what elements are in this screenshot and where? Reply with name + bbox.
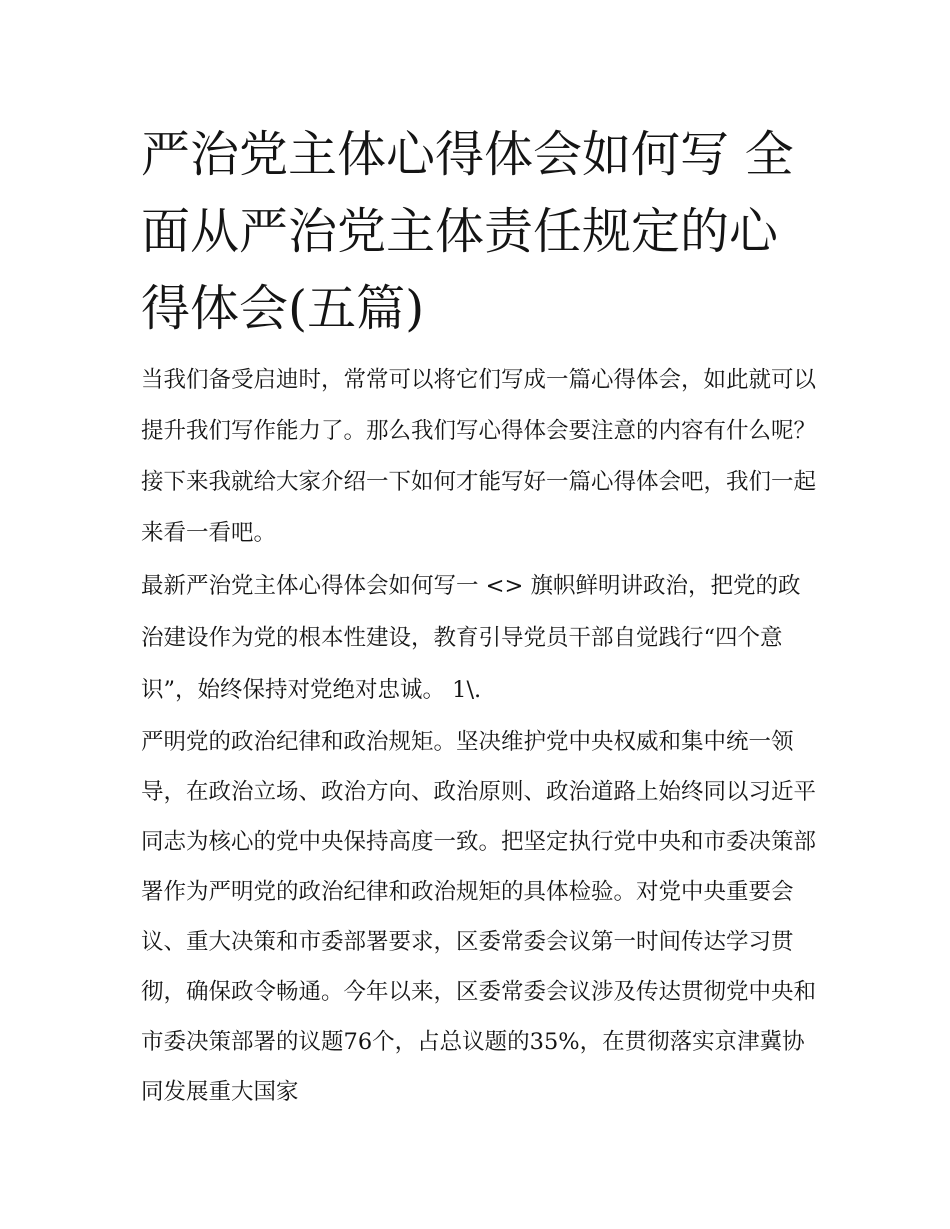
document-title: 严治党主体心得体会如何写 全面从严治党主体责任规定的心得体会(五篇) [141,126,794,337]
paragraph-section-one: 最新严治党主体心得体会如何写一 <> 旗帜鲜明讲政治，把党的政治建设作为党的根本性建设，教育引导党员干部自觉践行“四个意识”，始终保持对党绝对忠诚。 1\. [141,573,801,703]
paragraph-intro: 当我们备受启迪时，常常可以将它们写成一篇心得体会，如此就可以提升我们写作能力了。那么我们写心得体会要注意的内容有什么呢？接下来我就给大家介绍一下如何才能写好一篇心得体会吧，我们一起来看一看吧。 [141,367,817,546]
document-body [141,355,817,1118]
paragraph-political-discipline: 严明党的政治纪律和政治规矩。坚决维护党中央权威和集中统一领导，在政治立场、政治方向、政治原则、政治道路上始终同以习近平同志为核心的党中央保持高度一致。把坚定执行党中央和市委决策部署作为严明党的政治纪律和政治规矩的具体检验。对党中央重要会议、重大决策和市委部署要求，区委常委会议第一时间传达学习贯彻，确保政令畅通。今年以来，区委常委会议涉及传达贯彻党中央和市委决策部署的议题76个，占总议题的35%，在贯彻落实京津冀协同发展重大国家 [141,729,817,1105]
